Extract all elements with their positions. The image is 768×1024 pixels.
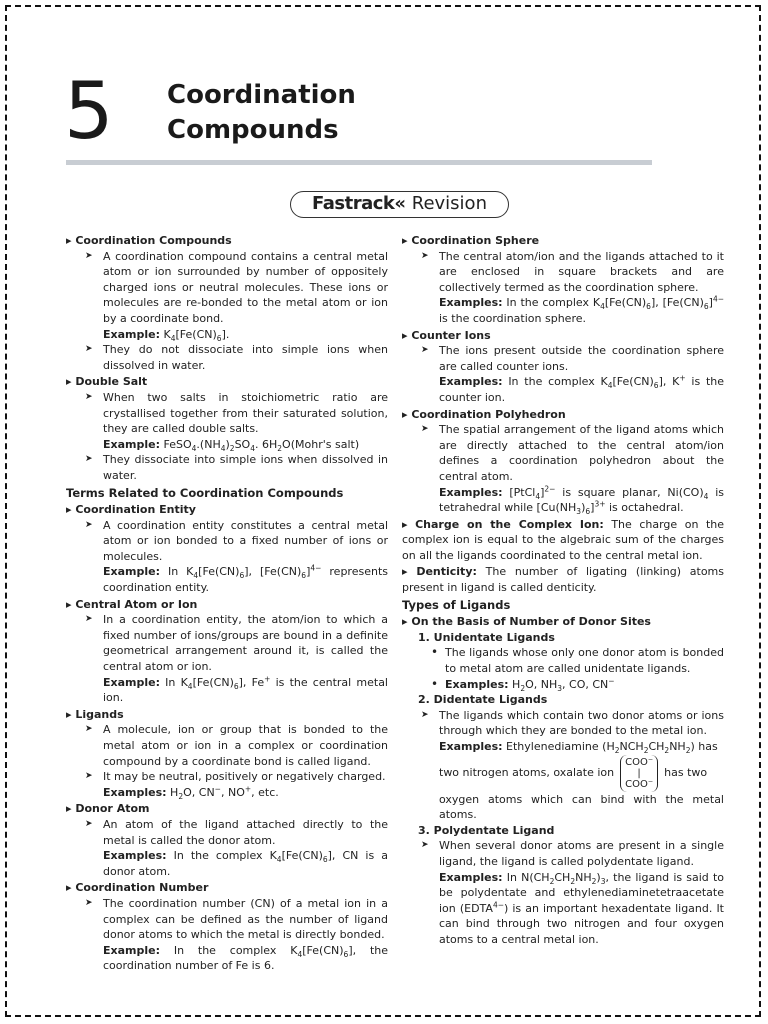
- example: Examples: $H_2O$, CN−, NO+, etc.: [103, 784, 279, 801]
- example: Example: In $K_4[Fe(CN)_6]$, $[Fe(CN)_6]^{4-}$ represents coordination entity.: [103, 563, 388, 595]
- heading-unidentate: 1. Unidentate Ligands: [418, 630, 555, 644]
- heading-ligands: ▸ Ligands: [66, 707, 388, 723]
- badge-bold-text: Fastrack: [312, 193, 395, 214]
- bullet: ➤ The spatial arrangement of the ligand atoms which are directly attached to the central atom/ion defines a coordination polyhedron about the central atom.: [402, 422, 724, 484]
- left-column: [66, 232, 388, 974]
- heading-double-salt: ▸ Double Salt: [66, 374, 388, 390]
- oxalate-continuation: oxygen atoms which can bind with the metal atoms.: [439, 792, 724, 822]
- denticity: ▸ Denticity: The number of ligating (linking) atoms present in ligand is called denticity.: [402, 564, 724, 595]
- bullet: ➤ The coordination number (CN) of a metal ion in a complex can be defined as the number of ligand donor atoms to which the metal is directly bonded.: [66, 896, 388, 943]
- heading-coordination-entity: ▸ Coordination Entity: [66, 502, 388, 518]
- heading-donor-sites: ▸ On the Basis of Number of Donor Sites: [402, 614, 724, 630]
- heading-coordination-polyhedron: ▸ Coordination Polyhedron: [402, 407, 724, 423]
- chapter-title: Coordination Compounds: [167, 80, 356, 145]
- badge-mark: «: [394, 193, 407, 214]
- bullet: ➤ A coordination entity constitutes a central metal atom or ion bonded to a fixed number of ions or molecules.: [66, 518, 388, 565]
- bullet: ➤ The ions present outside the coordination sphere are called counter ions.: [402, 343, 724, 374]
- bullet: ➤ They do not dissociate into simple ions when dissolved in water.: [66, 342, 388, 373]
- heading-polydentate: 3. Polydentate Ligand: [418, 823, 555, 837]
- bullet: ➤ When two salts in stoichiometric ratio are crystallised together from their saturated solution, they are called double salts.: [66, 390, 388, 437]
- example: Example: $FeSO_4.(NH_4)_2SO_4$. $6H_2O(Mohr's$ salt): [103, 437, 360, 453]
- bullet: ➤ A molecule, ion or group that is bonded to the metal atom or ion in a complex or coordination compound by a coordinate bond is called ligand.: [66, 722, 388, 769]
- oxalate-structure: COO⁻ | COO⁻: [620, 755, 658, 792]
- bullet: ➤ A coordination compound contains a central metal atom or ion surrounded by number of oppositely charged ions or neutral molecules. These ions or molecules are re-bonded to the metal atom or ion by a coordinate bond.: [66, 249, 388, 327]
- charge-on-complex-ion: ▸ Charge on the Complex Ion: The charge on the complex ion is equal to the algebraic sum of the charges on all the ligands coordinated to the central metal ion.: [402, 517, 724, 564]
- badge-light-text: Revision: [411, 193, 487, 214]
- bullet: ➤ The ligands which contain two donor atoms or ions through which they are bonded to the metal ion.: [402, 708, 724, 739]
- example: Examples: [PtCl$_4$]$^{2-}$ is square planar, $Ni(CO)_4$ is tetrahedral while $[Cu(NH_3)_6]^{3+}$ is octahedral.: [439, 483, 724, 517]
- example: Example: $K_4[Fe(CN)_6]$.: [103, 327, 230, 343]
- right-column: [402, 232, 724, 948]
- heading-coordination-compounds: ▸ Coordination Compounds: [66, 233, 388, 249]
- chapter-number: 5: [64, 67, 114, 157]
- heading-donor-atom: ▸ Donor Atom: [66, 801, 388, 817]
- title-rule: [66, 160, 652, 165]
- bullet: ➤ In a coordination entity, the atom/ion to which a fixed number of ions/groups are bound in a definite geometrical arrangement around it, is called the central atom or ion.: [66, 612, 388, 674]
- example: Examples: In the complex $K_4[Fe(CN)_6]$, CN is a donor atom.: [103, 849, 388, 878]
- fastrack-revision-badge: [290, 191, 509, 218]
- bullet: ➤ The central atom/ion and the ligands attached to it are enclosed in square brackets and are collectively termed as the coordination sphere.: [402, 249, 724, 296]
- example: Examples: In $N(CH_2CH_2NH_2)_3$, the ligand is said to be polydentate and ethylenediaminetetraacetate ion $(EDTA^{4-})$ is an important hexadentate ligand. It can bind through two nitrogen and four oxygen atoms to a central metal ion.: [439, 870, 725, 946]
- bullet: ➤ They dissociate into simple ions when dissolved in water.: [66, 452, 388, 483]
- heading-didentate: 2. Didentate Ligands: [418, 693, 548, 707]
- section-types-of-ligands: Types of Ligands: [402, 597, 511, 612]
- example: Examples: In the complex $K_4[Fe(CN)_6]$, $[Fe(CN)_6]^{4-}$ is the coordination sphere.: [439, 294, 724, 325]
- section-terms: Terms Related to Coordination Compounds: [66, 485, 344, 500]
- heading-counter-ions: ▸ Counter Ions: [402, 328, 724, 344]
- heading-coordination-sphere: ▸ Coordination Sphere: [402, 233, 724, 249]
- example: Examples: Ethylenediamine $(H_2NCH_2CH_2NH_2)$ has: [439, 740, 718, 756]
- example: Example: In $K_4[Fe(CN)_6]$, Fe+ is the central metal ion.: [103, 673, 388, 705]
- bullet: ➤ When several donor atoms are present in a single ligand, the ligand is called polydentate ligand.: [402, 838, 724, 869]
- example: Example: In the complex $K_4[Fe(CN)_6]$, the coordination number of Fe is 6.: [103, 943, 388, 973]
- oxalate-line: two nitrogen atoms, oxalate ion COO⁻ | COO⁻ has two: [439, 756, 708, 790]
- heading-central-atom: ▸ Central Atom or Ion: [66, 597, 388, 613]
- example: Examples: In the complex $K_4[Fe(CN)_6]$, K+ is the counter ion.: [439, 373, 724, 404]
- dot-item: • The ligands whose only one donor atom is bonded to metal atom are called unidentate ligands.: [402, 645, 724, 676]
- dot-item: • Examples: $H_2O$, $NH_3$, CO, CN−: [402, 677, 724, 693]
- bullet: ➤ It may be neutral, positively or negatively charged.: [66, 769, 388, 785]
- heading-coordination-number: ▸ Coordination Number: [66, 880, 388, 896]
- bullet: ➤ An atom of the ligand attached directly to the metal is called the donor atom.: [66, 817, 388, 848]
